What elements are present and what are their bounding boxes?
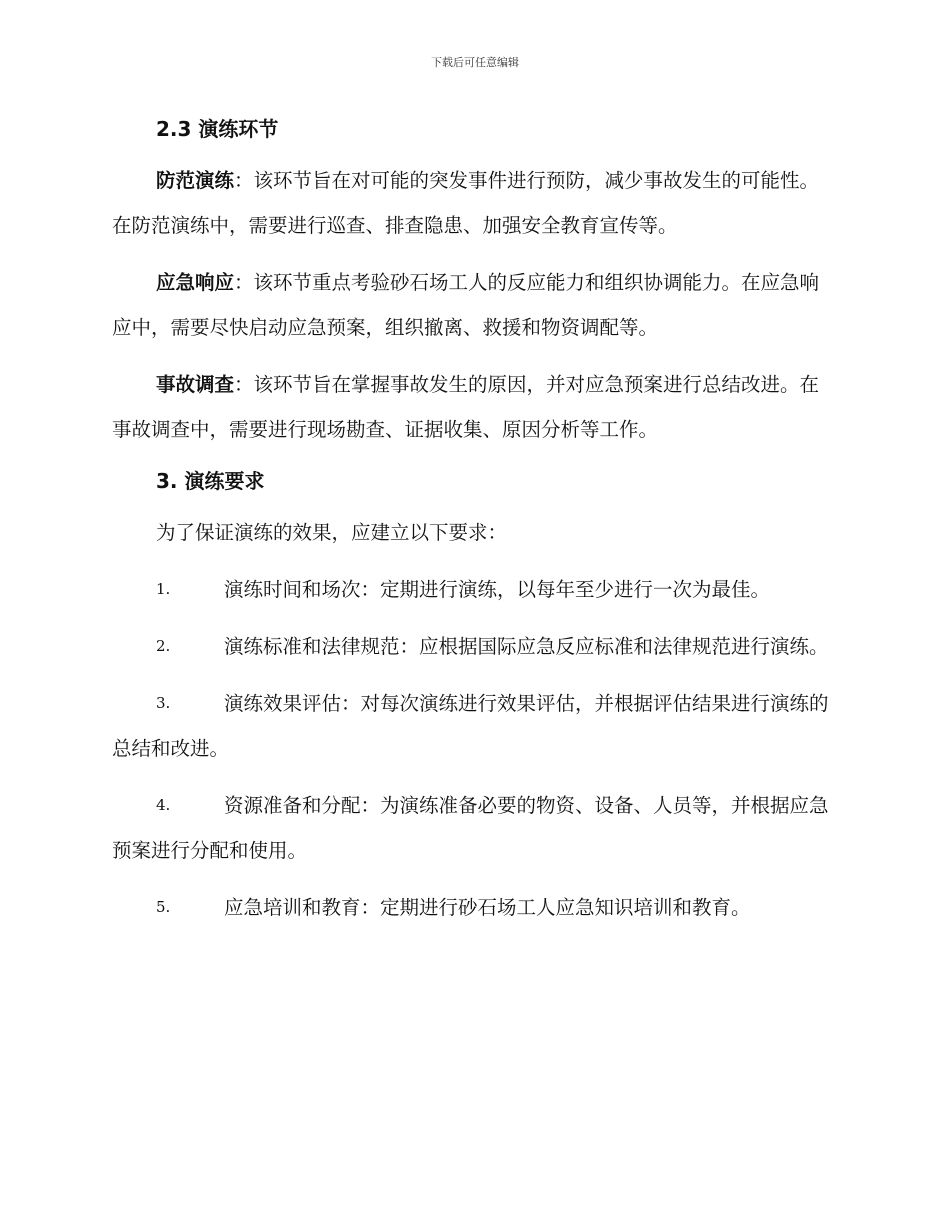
- term-colon: ：: [234, 373, 254, 396]
- term-label: 防范演练: [156, 169, 235, 192]
- term-colon: ：: [234, 169, 254, 192]
- paragraph-text: 该环节重点考验砂石场工人的反应能力和组织协调能力。在应急响应中，需要尽快启动应急预案，组织撤离、救援和物资调配等。: [112, 271, 820, 339]
- term-colon: ：: [234, 271, 254, 294]
- header-note: 下载后可任意编辑: [431, 56, 519, 69]
- list-item-text: 应急培训和教育：定期进行砂石场工人应急知识培训和教育。: [224, 896, 751, 919]
- document-body: [112, 112, 837, 930]
- paragraph-text: 该环节旨在掌握事故发生的原因，并对应急预案进行总结改进。在事故调查中，需要进行现场勘查、证据收集、原因分析等工作。: [112, 373, 820, 441]
- list-number: 5.: [156, 898, 171, 916]
- list-item-text: 演练时间和场次：定期进行演练，以每年至少进行一次为最佳。: [224, 578, 771, 601]
- paragraph-text: 该环节旨在对可能的突发事件进行预防，减少事故发生的可能性。在防范演练中，需要进行巡查、排查隐患、加强安全教育宣传等。: [112, 169, 820, 237]
- list-item-text: 演练效果评估：对每次演练进行效果评估，并根据评估结果进行演练的总结和改进。: [112, 692, 829, 760]
- list-item: [112, 885, 837, 930]
- list-number: 1.: [156, 580, 171, 598]
- list-item: [112, 783, 837, 873]
- list-item: [112, 624, 837, 669]
- list-number: 2.: [156, 637, 171, 655]
- list-item: [112, 567, 837, 612]
- paragraph-accident-investigation: [112, 362, 837, 452]
- list-number: 3.: [156, 694, 171, 712]
- section-intro: 为了保证演练的效果，应建立以下要求：: [156, 521, 508, 544]
- section-heading-2-3: 2.3 演练环节: [156, 117, 279, 141]
- list-item-text: 资源准备和分配：为演练准备必要的物资、设备、人员等，并根据应急预案进行分配和使用。: [112, 794, 829, 862]
- paragraph-emergency-response: [112, 260, 837, 350]
- list-item: [112, 681, 837, 771]
- term-label: 应急响应: [156, 271, 235, 294]
- paragraph-prevention-drill: [112, 158, 837, 248]
- list-number: 4.: [156, 796, 171, 814]
- list-item-text: 演练标准和法律规范：应根据国际应急反应标准和法律规范进行演练。: [224, 635, 829, 658]
- section-heading-3: 3. 演练要求: [156, 469, 265, 493]
- term-label: 事故调查: [156, 373, 235, 396]
